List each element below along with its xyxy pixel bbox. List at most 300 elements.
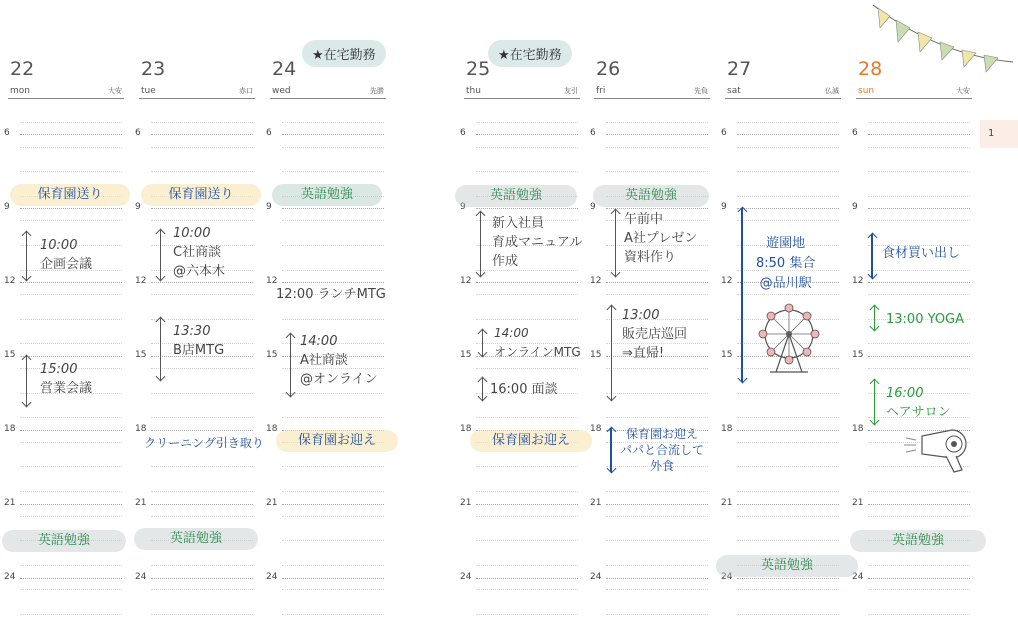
half-hour-gridline: [151, 491, 253, 492]
half-hour-gridline: [737, 171, 839, 172]
event-time: 13:00: [622, 308, 660, 323]
half-hour-gridline: [737, 147, 839, 148]
half-hour-gridline: [151, 565, 253, 566]
hour-label: 6: [4, 128, 10, 138]
half-hour-gridline: [476, 565, 578, 566]
duration-arrow: [26, 232, 27, 280]
hour-label: 18: [852, 424, 864, 434]
ferris-wheel-icon: [754, 302, 824, 374]
hour-gridline: [476, 208, 578, 209]
event-fri-store-tour[interactable]: [622, 306, 687, 363]
hour-label: 15: [135, 350, 147, 360]
half-hour-gridline: [20, 171, 122, 172]
hour-gridline: [476, 134, 578, 135]
day-number: 26: [596, 58, 621, 80]
half-hour-gridline: [282, 393, 384, 394]
half-hour-gridline: [151, 294, 253, 295]
hour-gridline: [282, 504, 384, 505]
duration-arrow: [482, 378, 483, 400]
half-hour-gridline: [151, 122, 253, 123]
hour-label: 6: [721, 128, 727, 138]
hour-gridline: [282, 208, 384, 209]
event-mon-sales[interactable]: [40, 360, 92, 398]
half-hour-gridline: [476, 540, 578, 541]
half-hour-gridline: [20, 491, 122, 492]
hour-gridline: [868, 356, 970, 357]
event-title: B店MTG: [173, 343, 225, 358]
hour-label: 21: [590, 498, 602, 508]
half-hour-gridline: [476, 466, 578, 467]
half-hour-gridline: [20, 147, 122, 148]
hour-label: 9: [135, 202, 141, 212]
event-time: 10:00: [173, 226, 211, 241]
event-tue-store[interactable]: [173, 322, 224, 360]
duration-arrow: [615, 210, 616, 276]
half-hour-gridline: [868, 270, 970, 271]
tag-thu-english: 英語勉強: [455, 185, 577, 207]
half-hour-gridline: [737, 466, 839, 467]
half-hour-gridline: [476, 516, 578, 517]
page-tab[interactable]: [980, 120, 1018, 148]
hour-label: 24: [590, 572, 602, 582]
half-hour-gridline: [151, 417, 253, 418]
bunting-decoration: [868, 0, 1018, 80]
event-time: 15:00: [40, 362, 78, 377]
event-fri-pickup[interactable]: [620, 426, 704, 474]
half-hour-gridline: [737, 516, 839, 517]
half-hour-gridline: [737, 393, 839, 394]
half-hour-gridline: [476, 614, 578, 615]
hour-gridline: [606, 578, 708, 579]
hour-label: 15: [721, 350, 733, 360]
half-hour-gridline: [282, 147, 384, 148]
event-line: A社プレゼン: [624, 231, 698, 246]
half-hour-gridline: [868, 589, 970, 590]
page-number: 1: [988, 128, 995, 139]
hour-label: 21: [721, 498, 733, 508]
half-hour-gridline: [606, 540, 708, 541]
weekday-label: sat: [727, 86, 741, 96]
event-line: 遊園地: [766, 236, 806, 251]
event-mon-planning[interactable]: [40, 236, 92, 274]
day-number: 24: [272, 58, 297, 80]
tag-sun-english: 英語勉強: [850, 530, 986, 552]
half-hour-gridline: [868, 147, 970, 148]
hour-label: 18: [721, 424, 733, 434]
event-sat-amusement-park[interactable]: [756, 234, 815, 294]
event-line: 育成マニュアル: [492, 235, 583, 250]
event-title: 食材買い出し: [882, 246, 961, 261]
half-hour-gridline: [476, 368, 578, 369]
hour-label: 18: [135, 424, 147, 434]
hour-label: 9: [721, 202, 727, 212]
hour-gridline: [606, 282, 708, 283]
hour-gridline: [606, 208, 708, 209]
hour-gridline: [151, 504, 253, 505]
half-hour-gridline: [737, 614, 839, 615]
event-line: 新入社員: [492, 216, 545, 231]
hour-label: 24: [266, 572, 278, 582]
hour-label: 24: [4, 572, 16, 582]
half-hour-gridline: [868, 368, 970, 369]
hour-gridline: [20, 430, 122, 431]
hour-gridline: [737, 134, 839, 135]
hour-label: 12: [590, 276, 602, 286]
hour-label: 9: [590, 202, 596, 212]
half-hour-gridline: [20, 319, 122, 320]
rokuyo-label: 友引: [564, 87, 578, 95]
half-hour-gridline: [476, 319, 578, 320]
weekday-label: sun: [858, 86, 875, 96]
half-hour-gridline: [737, 491, 839, 492]
tag-fri-english: 英語勉強: [593, 185, 709, 207]
event-wed-a-company[interactable]: [300, 332, 378, 389]
half-hour-gridline: [151, 393, 253, 394]
event-line: 販売店巡回: [622, 327, 688, 342]
event-title: 12:00 ランチMTG: [276, 287, 386, 302]
rokuyo-label: 先勝: [370, 87, 384, 95]
rokuyo-label: 大安: [956, 87, 970, 95]
header-rule: [139, 98, 255, 99]
hour-label: 21: [266, 498, 278, 508]
hour-label: 21: [135, 498, 147, 508]
hour-label: 9: [266, 202, 272, 212]
hour-label: 6: [590, 128, 596, 138]
half-hour-gridline: [606, 393, 708, 394]
half-hour-gridline: [606, 368, 708, 369]
half-hour-gridline: [606, 589, 708, 590]
day-number: 22: [10, 58, 35, 80]
hour-gridline: [868, 134, 970, 135]
tag-tue-daycare-dropoff: 保育園送り: [141, 184, 261, 206]
event-wed-lunch[interactable]: [276, 285, 386, 304]
day-number: 25: [466, 58, 491, 80]
hour-label: 18: [4, 424, 16, 434]
hour-gridline: [868, 578, 970, 579]
day-number: 23: [141, 58, 166, 80]
hour-label: 6: [135, 128, 141, 138]
duration-arrow: [26, 356, 27, 406]
half-hour-gridline: [737, 417, 839, 418]
hour-label: 12: [852, 276, 864, 286]
half-hour-gridline: [151, 220, 253, 221]
hour-gridline: [151, 134, 253, 135]
half-hour-gridline: [151, 319, 253, 320]
event-time: 10:00: [40, 238, 78, 253]
event-location: @オンライン: [300, 372, 378, 387]
event-line: 資料作り: [624, 250, 677, 265]
hour-label: 18: [266, 424, 278, 434]
half-hour-gridline: [20, 343, 122, 344]
half-hour-gridline: [282, 220, 384, 221]
event-line: 作成: [492, 254, 519, 269]
hour-label: 15: [460, 350, 472, 360]
event-line: @品川駅: [759, 276, 812, 291]
half-hour-gridline: [20, 122, 122, 123]
tag-wed-english: 英語勉強: [272, 184, 382, 206]
event-line: 保育園お迎え: [626, 427, 699, 441]
half-hour-gridline: [737, 294, 839, 295]
half-hour-gridline: [737, 122, 839, 123]
half-hour-gridline: [737, 442, 839, 443]
event-title: ヘアサロン: [886, 405, 951, 420]
hour-gridline: [151, 578, 253, 579]
half-hour-gridline: [282, 466, 384, 467]
hour-label: 12: [266, 276, 278, 286]
duration-arrow: [741, 208, 743, 382]
rokuyo-label: 大安: [108, 87, 122, 95]
rokuyo-label: 先負: [694, 87, 708, 95]
tag-mon-english: 英語勉強: [2, 530, 126, 552]
duration-arrow: [874, 306, 875, 330]
hour-label: 12: [721, 276, 733, 286]
hour-label: 21: [4, 498, 16, 508]
wfh-badge-wed: ★在宅勤務: [302, 40, 386, 67]
half-hour-gridline: [282, 245, 384, 246]
event-time: 14:00: [494, 326, 529, 340]
hour-gridline: [282, 134, 384, 135]
tag-tue-cleaning: クリーニング引き取り: [144, 436, 264, 450]
hour-label: 6: [266, 128, 272, 138]
hour-label: 12: [135, 276, 147, 286]
hour-label: 12: [4, 276, 16, 286]
hour-gridline: [151, 282, 253, 283]
tag-sat-english: 英語勉強: [716, 555, 858, 577]
hour-label: 6: [460, 128, 466, 138]
half-hour-gridline: [606, 122, 708, 123]
hour-gridline: [151, 208, 253, 209]
hour-label: 15: [4, 350, 16, 360]
half-hour-gridline: [20, 294, 122, 295]
half-hour-gridline: [20, 442, 122, 443]
hour-gridline: [868, 208, 970, 209]
event-time: 13:30: [173, 324, 211, 339]
hour-gridline: [606, 134, 708, 135]
wfh-badge-thu: ★在宅勤務: [488, 40, 572, 67]
event-fri-presentation[interactable]: [624, 210, 697, 267]
duration-arrow: [290, 334, 291, 396]
tag-thu-daycare-pickup: 保育園お迎え: [470, 430, 592, 452]
hour-gridline: [20, 282, 122, 283]
weekday-label: wed: [272, 86, 291, 96]
header-rule: [856, 98, 972, 99]
hour-label: 21: [460, 498, 472, 508]
hour-label: 12: [460, 276, 472, 286]
duration-arrow: [482, 330, 483, 356]
hour-gridline: [151, 430, 253, 431]
rokuyo-label: 仏滅: [825, 87, 839, 95]
hour-gridline: [20, 578, 122, 579]
event-thu-online[interactable]: [494, 324, 581, 362]
hour-gridline: [737, 208, 839, 209]
hour-label: 18: [590, 424, 602, 434]
event-thu-interview[interactable]: [490, 380, 558, 399]
header-rule: [8, 98, 124, 99]
weekday-label: fri: [596, 86, 606, 96]
event-time: 14:00: [300, 334, 338, 349]
hour-label: 15: [266, 350, 278, 360]
duration-arrow: [871, 234, 873, 278]
header-rule: [594, 98, 710, 99]
tag-mon-daycare-dropoff: 保育園送り: [10, 184, 130, 206]
half-hour-gridline: [151, 614, 253, 615]
hour-label: 18: [460, 424, 472, 434]
event-tue-meeting[interactable]: [173, 224, 225, 281]
half-hour-gridline: [868, 294, 970, 295]
hour-label: 6: [852, 128, 858, 138]
event-title: オンラインMTG: [494, 345, 581, 359]
event-sun-yoga[interactable]: [886, 310, 964, 329]
half-hour-gridline: [151, 368, 253, 369]
half-hour-gridline: [868, 122, 970, 123]
hour-label: 9: [4, 202, 10, 212]
event-title: C社商談: [173, 245, 222, 260]
half-hour-gridline: [282, 319, 384, 320]
weekday-label: tue: [141, 86, 156, 96]
half-hour-gridline: [737, 540, 839, 541]
event-title: 16:00 面談: [490, 382, 558, 397]
half-hour-gridline: [282, 417, 384, 418]
half-hour-gridline: [282, 589, 384, 590]
half-hour-gridline: [606, 491, 708, 492]
hour-label: 9: [460, 202, 466, 212]
half-hour-gridline: [606, 294, 708, 295]
hour-label: 15: [590, 350, 602, 360]
hour-gridline: [737, 578, 839, 579]
half-hour-gridline: [282, 516, 384, 517]
half-hour-gridline: [868, 565, 970, 566]
tag-wed-daycare-pickup: 保育園お迎え: [276, 430, 398, 452]
half-hour-gridline: [606, 516, 708, 517]
half-hour-gridline: [282, 491, 384, 492]
half-hour-gridline: [20, 614, 122, 615]
half-hour-gridline: [476, 417, 578, 418]
event-title: 13:00 YOGA: [886, 312, 965, 327]
hour-label: 24: [135, 572, 147, 582]
duration-arrow: [611, 306, 612, 400]
half-hour-gridline: [868, 343, 970, 344]
hour-gridline: [282, 282, 384, 283]
half-hour-gridline: [737, 196, 839, 197]
half-hour-gridline: [606, 171, 708, 172]
duration-arrow: [610, 428, 612, 472]
half-hour-gridline: [868, 220, 970, 221]
hour-gridline: [606, 504, 708, 505]
event-title: 営業会議: [40, 381, 93, 396]
header-rule: [725, 98, 841, 99]
event-line: パパと合流して: [620, 443, 705, 457]
half-hour-gridline: [606, 270, 708, 271]
event-line: 8:50 集合: [756, 256, 816, 271]
hour-gridline: [476, 282, 578, 283]
hour-label: 24: [721, 572, 733, 582]
half-hour-gridline: [606, 565, 708, 566]
day-number: 27: [727, 58, 752, 80]
hour-label: 15: [852, 350, 864, 360]
half-hour-gridline: [282, 122, 384, 123]
half-hour-gridline: [476, 294, 578, 295]
half-hour-gridline: [282, 171, 384, 172]
hour-label: 24: [852, 572, 864, 582]
rokuyo-label: 赤口: [239, 87, 253, 95]
event-time: 16:00: [886, 386, 924, 401]
hour-gridline: [737, 430, 839, 431]
half-hour-gridline: [20, 565, 122, 566]
half-hour-gridline: [282, 565, 384, 566]
event-thu-manual[interactable]: [492, 214, 582, 271]
event-sun-groceries[interactable]: [882, 244, 960, 263]
weekday-label: mon: [10, 86, 30, 96]
half-hour-gridline: [151, 516, 253, 517]
half-hour-gridline: [151, 466, 253, 467]
half-hour-gridline: [606, 147, 708, 148]
half-hour-gridline: [476, 147, 578, 148]
event-title: 企画会議: [40, 257, 93, 272]
hour-label: 9: [852, 202, 858, 212]
half-hour-gridline: [151, 147, 253, 148]
hour-gridline: [20, 208, 122, 209]
half-hour-gridline: [476, 122, 578, 123]
hour-gridline: [868, 504, 970, 505]
half-hour-gridline: [20, 589, 122, 590]
hour-gridline: [20, 134, 122, 135]
half-hour-gridline: [737, 589, 839, 590]
hour-gridline: [476, 578, 578, 579]
duration-arrow: [480, 212, 481, 276]
hour-gridline: [737, 504, 839, 505]
header-rule: [270, 98, 386, 99]
event-line: 外食: [650, 459, 675, 473]
half-hour-gridline: [476, 171, 578, 172]
hour-gridline: [20, 504, 122, 505]
half-hour-gridline: [20, 220, 122, 221]
duration-arrow: [160, 318, 161, 380]
hair-dryer-icon: [902, 424, 974, 474]
half-hour-gridline: [868, 196, 970, 197]
half-hour-gridline: [868, 171, 970, 172]
half-hour-gridline: [282, 540, 384, 541]
tag-tue-english: 英語勉強: [134, 528, 258, 550]
duration-arrow: [160, 230, 161, 280]
half-hour-gridline: [151, 171, 253, 172]
half-hour-gridline: [282, 270, 384, 271]
hour-label: 24: [460, 572, 472, 582]
event-sun-hair-salon[interactable]: [886, 384, 951, 422]
event-line: 午前中: [624, 212, 664, 227]
hour-gridline: [20, 356, 122, 357]
half-hour-gridline: [20, 516, 122, 517]
half-hour-gridline: [20, 466, 122, 467]
day-number: 28: [858, 58, 883, 80]
event-title: A社商談: [300, 353, 348, 368]
half-hour-gridline: [476, 589, 578, 590]
half-hour-gridline: [282, 614, 384, 615]
half-hour-gridline: [151, 589, 253, 590]
header-rule: [464, 98, 580, 99]
half-hour-gridline: [868, 516, 970, 517]
hour-label: 21: [852, 498, 864, 508]
hour-gridline: [476, 504, 578, 505]
half-hour-gridline: [737, 220, 839, 221]
event-location: @六本木: [173, 264, 226, 279]
half-hour-gridline: [476, 491, 578, 492]
event-line: ⇒直帰!: [622, 346, 665, 361]
half-hour-gridline: [20, 417, 122, 418]
duration-arrow: [874, 380, 875, 424]
hour-gridline: [282, 578, 384, 579]
weekday-label: thu: [466, 86, 481, 96]
half-hour-gridline: [868, 491, 970, 492]
